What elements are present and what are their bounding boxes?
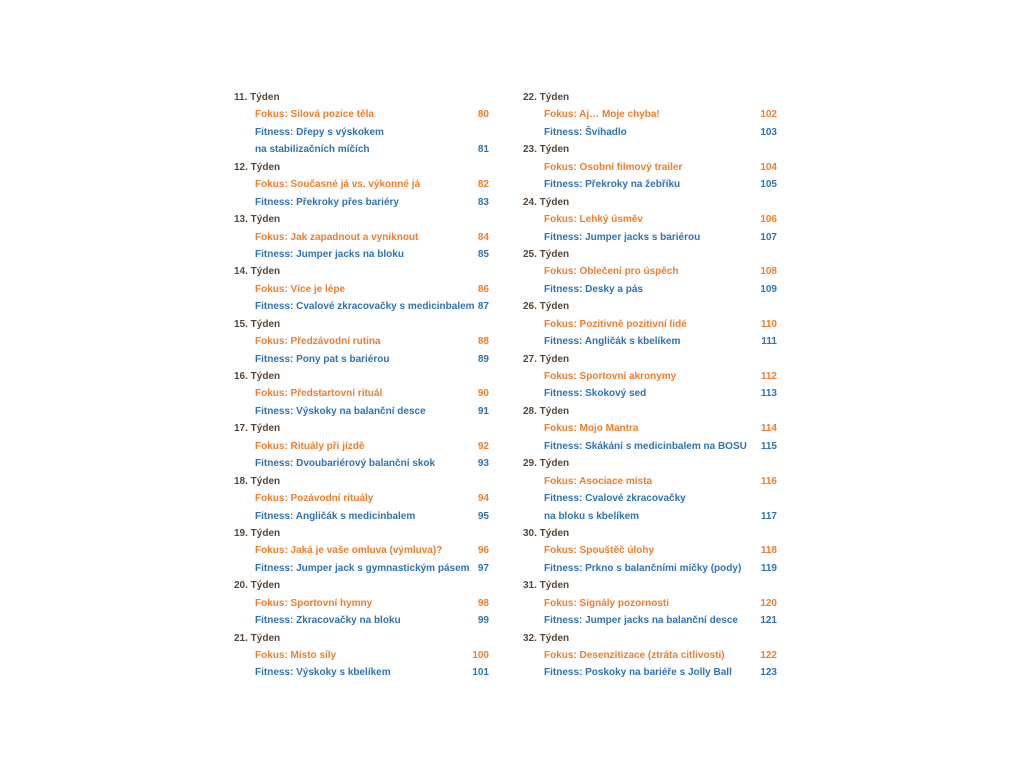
fitness-entry bbox=[523, 333, 777, 350]
page-number: 118 bbox=[760, 545, 777, 557]
page-number: 115 bbox=[760, 440, 777, 452]
entry-title: Fitness: Dvoubariérový balanční skok bbox=[255, 458, 436, 470]
page-number: 121 bbox=[760, 615, 777, 627]
week-heading: 17. Týden bbox=[234, 423, 281, 435]
entry-title: Fokus: Asociace místa bbox=[544, 475, 653, 487]
fokus-entry bbox=[234, 438, 489, 455]
fitness-entry bbox=[523, 385, 777, 402]
page-number: 93 bbox=[477, 458, 489, 470]
fokus-entry bbox=[523, 595, 777, 612]
page-number: 108 bbox=[760, 266, 777, 278]
fokus-entry bbox=[234, 106, 489, 123]
week-heading: 32. Týden bbox=[523, 632, 570, 644]
fokus-entry bbox=[234, 176, 489, 193]
week-heading: 19. Týden bbox=[234, 527, 281, 539]
fokus-entry bbox=[234, 229, 489, 246]
page-number: 119 bbox=[760, 562, 777, 574]
entry-title: Fokus: Mojo Mantra bbox=[544, 423, 639, 435]
entry-title: Fitness: Zkracovačky na bloku bbox=[255, 615, 401, 627]
fitness-entry bbox=[234, 664, 489, 681]
page-number: 102 bbox=[760, 109, 777, 121]
page-number: 110 bbox=[760, 318, 777, 330]
fitness-entry bbox=[234, 124, 489, 141]
fokus-entry bbox=[234, 333, 489, 350]
fokus-entry bbox=[523, 263, 777, 280]
fokus-entry bbox=[234, 647, 489, 664]
entry-title: Fokus: Jak zapadnout a vyniknout bbox=[255, 231, 419, 243]
fitness-entry bbox=[234, 508, 489, 525]
fitness-entry bbox=[523, 176, 777, 193]
fokus-entry bbox=[234, 595, 489, 612]
fitness-entry bbox=[523, 612, 777, 629]
entry-title: Fitness: Desky a pás bbox=[544, 283, 643, 295]
page-number: 116 bbox=[760, 475, 777, 487]
entry-title: Fokus: Jaká je vaše omluva (výmluva)? bbox=[255, 545, 443, 557]
fitness-entry bbox=[234, 403, 489, 420]
entry-title: na bloku s kbelíkem bbox=[544, 510, 640, 522]
fokus-entry bbox=[523, 106, 777, 123]
page-number: 84 bbox=[477, 231, 489, 243]
entry-title: Fokus: Aj… Moje chyba! bbox=[544, 109, 660, 121]
fitness-entry bbox=[234, 351, 489, 368]
entry-title: na stabilizačních míčích bbox=[255, 144, 370, 156]
page-number: 107 bbox=[760, 231, 777, 243]
page-number: 104 bbox=[760, 161, 777, 173]
entry-title: Fitness: Skokový sed bbox=[544, 388, 647, 400]
entry-title: Fokus: Oblečení pro úspěch bbox=[544, 266, 679, 278]
page-number: 94 bbox=[477, 493, 489, 505]
page-number: 100 bbox=[472, 650, 489, 661]
entry-title: Fokus: Desenzitizace (ztráta citlivosti) bbox=[544, 650, 725, 661]
entry-title: Fitness: Jumper jack s gymnastickým pásem bbox=[255, 562, 470, 574]
entry-title: Fitness: Skákání s medicinbalem na BOSU bbox=[544, 440, 747, 452]
entry-title: Fokus: Místo síly bbox=[255, 650, 337, 661]
page-number: 122 bbox=[760, 650, 777, 661]
page-number: 91 bbox=[477, 405, 489, 417]
entry-title: Fitness: Překroky na žebříku bbox=[544, 179, 681, 191]
week-heading: 28. Týden bbox=[523, 405, 570, 417]
fitness-entry bbox=[523, 560, 777, 577]
entry-title: Fokus: Signály pozornosti bbox=[544, 597, 670, 609]
page-number: 114 bbox=[760, 423, 777, 435]
page-number: 120 bbox=[760, 597, 777, 609]
fitness-entry bbox=[234, 141, 489, 158]
fokus-entry bbox=[523, 473, 777, 490]
toc-column-right bbox=[523, 89, 777, 682]
page-number: 87 bbox=[477, 301, 489, 313]
fokus-entry bbox=[523, 159, 777, 176]
fokus-entry bbox=[234, 281, 489, 298]
fitness-entry bbox=[523, 124, 777, 141]
entry-title: Fokus: Sportovní hymny bbox=[255, 597, 373, 609]
fitness-entry bbox=[234, 298, 489, 315]
week-heading: 25. Týden bbox=[523, 248, 570, 260]
fitness-entry bbox=[523, 664, 777, 681]
fokus-entry bbox=[523, 368, 777, 385]
week-heading: 29. Týden bbox=[523, 458, 570, 470]
fokus-entry bbox=[234, 385, 489, 402]
week-heading: 23. Týden bbox=[523, 144, 570, 156]
fitness-entry bbox=[523, 229, 777, 246]
page-number: 106 bbox=[760, 214, 777, 226]
fokus-entry bbox=[523, 316, 777, 333]
fitness-entry bbox=[234, 612, 489, 629]
page-number: 105 bbox=[760, 179, 777, 191]
fokus-entry bbox=[234, 542, 489, 559]
page-number: 113 bbox=[760, 388, 777, 400]
entry-title: Fitness: Angličák s kbelíkem bbox=[544, 336, 681, 348]
fokus-entry bbox=[523, 542, 777, 559]
week-heading: 27. Týden bbox=[523, 353, 570, 365]
page-number: 103 bbox=[760, 126, 777, 138]
page-number: 90 bbox=[477, 388, 489, 400]
page-number: 101 bbox=[472, 667, 489, 679]
week-heading: 12. Týden bbox=[234, 161, 281, 173]
page-number: 85 bbox=[477, 248, 489, 260]
entry-title: Fitness: Cvalové zkracovačky bbox=[544, 493, 686, 505]
entry-title: Fokus: Silová pozice těla bbox=[255, 109, 374, 121]
entry-title: Fokus: Rituály při jízdě bbox=[255, 440, 365, 452]
entry-title: Fitness: Jumper jacks na balanční desce bbox=[544, 615, 738, 627]
page-number: 80 bbox=[477, 109, 489, 121]
entry-title: Fitness: Cvalové zkracovačky s medicinbalem bbox=[255, 301, 475, 313]
week-heading: 22. Týden bbox=[523, 92, 570, 103]
entry-title: Fitness: Výskoky na balanční desce bbox=[255, 405, 426, 417]
entry-title: Fitness: Poskoky na bariéře s Jolly Ball bbox=[544, 667, 732, 679]
week-heading: 26. Týden bbox=[523, 301, 570, 313]
entry-title: Fitness: Výskoky s kbelíkem bbox=[255, 667, 391, 679]
page-number: 95 bbox=[477, 510, 489, 522]
week-heading: 13. Týden bbox=[234, 214, 281, 226]
page-number: 88 bbox=[477, 336, 489, 348]
entry-title: Fokus: Současné já vs. výkonné já bbox=[255, 179, 421, 191]
page-number: 82 bbox=[477, 179, 489, 191]
fokus-entry bbox=[234, 490, 489, 507]
fitness-entry bbox=[234, 194, 489, 211]
fitness-entry bbox=[523, 281, 777, 298]
page-number: 98 bbox=[477, 597, 489, 609]
page-number: 92 bbox=[477, 440, 489, 452]
entry-title: Fitness: Švihadlo bbox=[544, 126, 627, 138]
entry-title: Fokus: Pozitivně pozitivní lidé bbox=[544, 318, 687, 330]
fitness-entry bbox=[523, 490, 777, 507]
page-number: 86 bbox=[477, 283, 489, 295]
week-heading: 16. Týden bbox=[234, 371, 281, 382]
page-number: 123 bbox=[760, 667, 777, 679]
week-heading: 15. Týden bbox=[234, 318, 281, 330]
entry-title: Fitness: Angličák s medicinbalem bbox=[255, 510, 416, 522]
page-number: 81 bbox=[477, 144, 489, 156]
fitness-entry bbox=[234, 560, 489, 577]
entry-title: Fokus: Předzávodní rutina bbox=[255, 336, 381, 348]
week-heading: 18. Týden bbox=[234, 475, 281, 487]
entry-title: Fokus: Předstartovní rituál bbox=[255, 388, 383, 400]
week-heading: 31. Týden bbox=[523, 580, 570, 592]
entry-title: Fokus: Lehký úsměv bbox=[544, 214, 643, 226]
entry-title: Fokus: Více je lépe bbox=[255, 283, 346, 295]
entry-title: Fitness: Prkno s balančními míčky (pody) bbox=[544, 562, 742, 574]
week-heading: 20. Týden bbox=[234, 580, 281, 592]
entry-title: Fitness: Překroky přes bariéry bbox=[255, 196, 399, 208]
page-number: 109 bbox=[760, 283, 777, 295]
week-heading: 24. Týden bbox=[523, 196, 570, 208]
fitness-entry bbox=[234, 246, 489, 263]
entry-title: Fitness: Dřepy s výskokem bbox=[255, 126, 384, 138]
entry-title: Fokus: Osobní filmový trailer bbox=[544, 161, 683, 173]
week-heading: 21. Týden bbox=[234, 632, 281, 644]
page-number: 96 bbox=[477, 545, 489, 557]
page-number: 97 bbox=[477, 562, 489, 574]
week-heading: 14. Týden bbox=[234, 266, 281, 278]
fitness-entry bbox=[523, 438, 777, 455]
week-heading: 30. Týden bbox=[523, 527, 570, 539]
entry-title: Fokus: Spouštěč úlohy bbox=[544, 545, 655, 557]
page-number: 111 bbox=[761, 336, 777, 348]
entry-title: Fitness: Pony pat s bariérou bbox=[255, 353, 390, 365]
entry-title: Fokus: Pozávodní rituály bbox=[255, 493, 374, 505]
page-number: 83 bbox=[477, 196, 489, 208]
fokus-entry bbox=[523, 647, 777, 664]
week-heading: 11. Týden bbox=[234, 92, 280, 103]
entry-title: Fitness: Jumper jacks s bariérou bbox=[544, 231, 701, 243]
entry-title: Fokus: Sportovní akronymy bbox=[544, 371, 677, 382]
fitness-entry bbox=[234, 455, 489, 472]
page-number: 117 bbox=[760, 510, 777, 522]
toc-column-left bbox=[234, 89, 489, 682]
entry-title: Fitness: Jumper jacks na bloku bbox=[255, 248, 404, 260]
fokus-entry bbox=[523, 420, 777, 437]
fitness-entry bbox=[523, 508, 777, 525]
page-number: 99 bbox=[477, 615, 489, 627]
fokus-entry bbox=[523, 211, 777, 228]
page-number: 112 bbox=[760, 371, 777, 382]
page-number: 89 bbox=[477, 353, 489, 365]
